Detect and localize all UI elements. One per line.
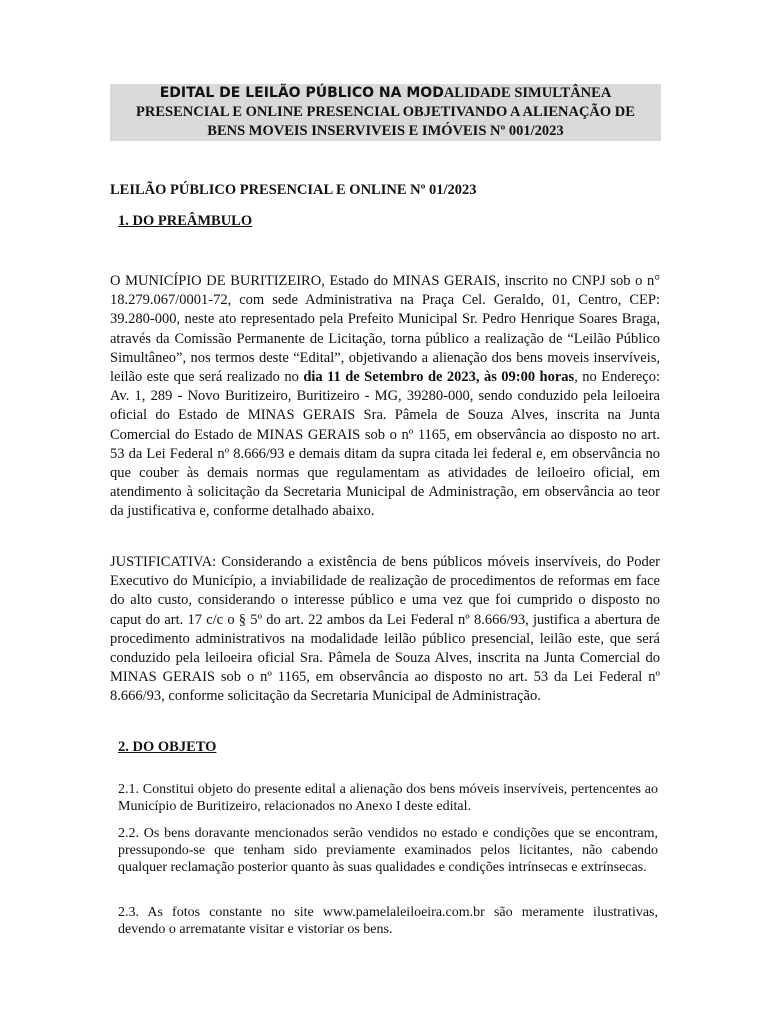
item-2-1: 2.1. Constitui objeto do presente edital a alienação dos bens móveis inservíveis, pertencentes ao Município de Buritizeiro, relacionados no Anexo I deste edital. [118, 782, 658, 814]
title-line-1-part-2: ALIDADE SIMULTÂNEA [443, 85, 612, 101]
justificativa-paragraph: JUSTIFICATIVA: Considerando a existência de bens públicos móveis inservíveis, do Poder Executivo do Município, a inviabilidade de realização de procedimentos de reformas em face do alto custo, considerando o interesse público e uma vez que foi cumprido o disposto no caput do art. 17 c/c o § 5º do art. 22 ambos da Lei Federal nº 8.666/93, justifica a abertura de procedimento administrativos na modalidade leilão público presencial, leilão este, que será conduzido pela leiloeira oficial Sra. Pâmela de Souza Alves, inscrita na Junta Comercial do MINAS GERAIS sob o nº 1165, em observância ao disposto no art. 53 da Lei Federal nº 8.666/93, conforme solicitação da Secretaria Municipal de Administração. [110, 554, 660, 705]
preamble-paragraph [110, 272, 660, 522]
title-line-3: BENS MOVEIS INSERVIVEIS E IMÓVEIS Nº 001/2023 [207, 123, 564, 139]
item-2-2: 2.2. Os bens doravante mencionados serão vendidos no estado e condições que se encontram, pressupondo-se que tenham sido previamente examinados pelos licitantes, não cabendo qualquer reclamação posterior quanto às suas qualidades e condições intrínsecas e extrínsecas. [118, 826, 658, 875]
title-line-1 [110, 84, 661, 103]
document-title [110, 84, 661, 141]
preamble-text-b: , no Endereço: Av. 1, 289 - Novo Buritizeiro, Buritizeiro - MG, 39280-000, sendo conduzido pela leiloeira oficial do Estado de MINAS GERAIS Sra. Pâmela de Souza Alves, inscrita na Junta Comercial do Estado de MINAS GERAIS sob o nº 1165, em observância ao disposto no art. 53 da Lei Federal nº 8.666/93 e demais ditam da supra citada lei federal e, em observância no que couber às demais normas que regulamentam as atividades de leiloeiro oficial, em atendimento à solicitação da Secretaria Municipal de Administração, em observância ao teor da justificativa e, conforme detalhado abaixo. [110, 369, 660, 520]
title-line-1-part-1: EDITAL DE LEILÃO PÚBLICO NA MOD [159, 85, 444, 101]
section-2-heading: 2. DO OBJETO [118, 739, 217, 755]
item-2-3: 2.3. As fotos constante no site www.pamelaleiloeira.com.br são meramente ilustrativas, devendo o arrematante visitar e vistoriar os bens. [118, 905, 658, 937]
preamble-date-time: dia 11 de Setembro de 2023, às 09:00 horas [303, 369, 575, 386]
subtitle: LEILÃO PÚBLICO PRESENCIAL E ONLINE Nº 01/2023 [110, 182, 477, 198]
title-line-2: PRESENCIAL E ONLINE PRESENCIAL OBJETIVANDO A ALIENAÇÃO DE [136, 104, 635, 120]
section-1-heading: 1. DO PREÂMBULO [118, 213, 253, 229]
preamble-text-a: O MUNICÍPIO DE BURITIZEIRO, Estado do MINAS GERAIS, inscrito no CNPJ sob o n° 18.279.067/0001-72, com sede Administrativa na Praça Cel. Geraldo, 01, Centro, CEP: 39.280-000, neste ato representado pela Prefeito Municipal Sr. Pedro Henrique Soares Braga, através da Comissão Permanente de Licitação, torna público a realização de “Leilão Público Simultâneo”, nos termos deste “Edital”, objetivando a alienação dos bens moveis inservíveis, leilão este que será realizado no [110, 273, 660, 386]
